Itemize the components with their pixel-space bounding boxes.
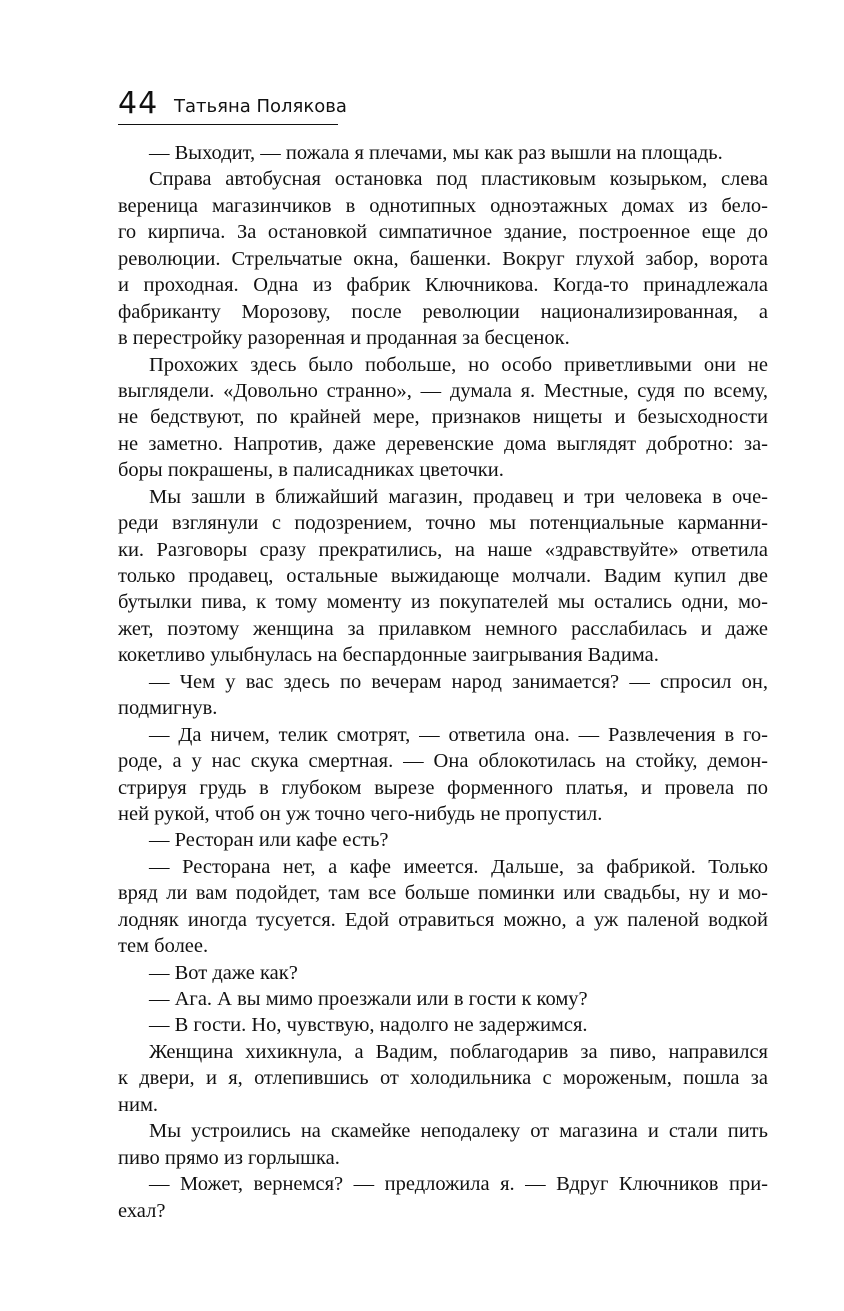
text-line: подмигнув. <box>118 697 218 720</box>
text-line: жет, поэтому женщина за прилавком немного расслабилась и даже <box>118 617 768 640</box>
text-line: только продавец, остальные выжидающе молчали. Вадим купил две <box>118 565 768 587</box>
text-line: ки. Разговоры сразу прекратились, на наше «здравствуйте» ответила <box>118 538 768 561</box>
text-line: Мы зашли в ближайший магазин, продавец и три человека в оче- <box>149 485 768 508</box>
text-line: фабриканту Морозову, после революции национализированная, а <box>118 300 768 323</box>
text-line: революции. Стрельчатые окна, башенки. Вокруг глухой забор, ворота <box>118 247 768 270</box>
text-line: Справа автобусная остановка под пластиковым козырьком, слева <box>149 168 768 191</box>
text-line: пиво прямо из горлышка. <box>118 1146 340 1169</box>
text-line: к двери, и я, отлепившись от холодильника с мороженым, пошла за <box>118 1067 768 1090</box>
text-line: ней рукой, чтоб он уж точно чего-нибудь не пропустил. <box>118 802 603 825</box>
text-line: — Выходит, — пожала я плечами, мы как раз вышли на площадь. <box>149 142 723 164</box>
text-line: кокетливо улыбнулась на беспардонные заигрывания Вадима. <box>118 644 659 667</box>
text-line: — Ага. А вы мимо проезжали или в гости к кому? <box>149 988 588 1010</box>
text-line: вряд ли вам подойдет, там все больше поминки или свадьбы, ну и мо- <box>118 882 768 905</box>
text-line: выглядели. «Довольно странно», — думала я. Местные, судя по всему, <box>118 379 768 402</box>
text-line: бутылки пива, к тому моменту из покупателей мы остались одни, мо- <box>118 591 768 614</box>
text-line: — Да ничем, телик смотрят, — ответила она. — Развлечения в го- <box>149 723 768 746</box>
text-line: стрируя грудь в глубоком вырезе форменного платья, и провела по <box>118 776 768 799</box>
text-line: — Может, вернемся? — предложила я. — Вдруг Ключников при- <box>149 1173 768 1196</box>
text-line: — Ресторана нет, а кафе имеется. Дальше, за фабрикой. Только <box>149 855 768 878</box>
page-header <box>118 86 347 125</box>
text-line: Прохожих здесь было побольше, но особо приветливыми они не <box>149 353 768 376</box>
text-line: Женщина хихикнула, а Вадим, поблагодарив за пиво, направился <box>149 1040 768 1063</box>
text-line: не заметно. Напротив, даже деревенские дома выглядят добротно: за- <box>118 432 768 455</box>
text-line: реди взглянули с подозрением, точно мы потенциальные карманни- <box>118 512 768 535</box>
text-line: роде, а у нас скука смертная. — Она облокотилась на стойку, демон- <box>118 750 768 773</box>
text-line: и проходная. Одна из фабрик Ключникова. Когда-то принадлежала <box>118 274 768 297</box>
text-line: — В гости. Но, чувствую, надолго не задержимся. <box>149 1014 588 1037</box>
text-line: тем более. <box>118 935 209 958</box>
text-line: в перестройку разоренная и проданная за бесценок. <box>118 327 570 350</box>
text-line: лодняк иногда тусуется. Едой отравиться можно, а уж паленой водкой <box>118 908 768 931</box>
text-line: — Вот даже как? <box>149 961 298 984</box>
running-head-author: Татьяна Полякова <box>174 96 347 117</box>
text-line: боры покрашены, в палисадниках цветочки. <box>118 459 504 482</box>
text-line: Мы устроились на скамейке неподалеку от магазина и стали пить <box>149 1120 768 1143</box>
text-line: — Ресторан или кафе есть? <box>149 829 389 852</box>
page-number: 44 <box>118 86 159 121</box>
text-line: го кирпича. За остановкой симпатичное здание, построенное еще до <box>118 221 768 244</box>
text-line: не бедствуют, по крайней мере, признаков нищеты и безысходности <box>118 406 768 429</box>
body-text <box>118 140 768 1224</box>
text-line: вереница магазинчиков в однотипных одноэтажных домах из бело- <box>118 194 768 217</box>
text-line: ним. <box>118 1093 159 1116</box>
text-line: — Чем у вас здесь по вечерам народ занимается? — спросил он, <box>149 670 768 693</box>
text-line: ехал? <box>118 1199 166 1222</box>
